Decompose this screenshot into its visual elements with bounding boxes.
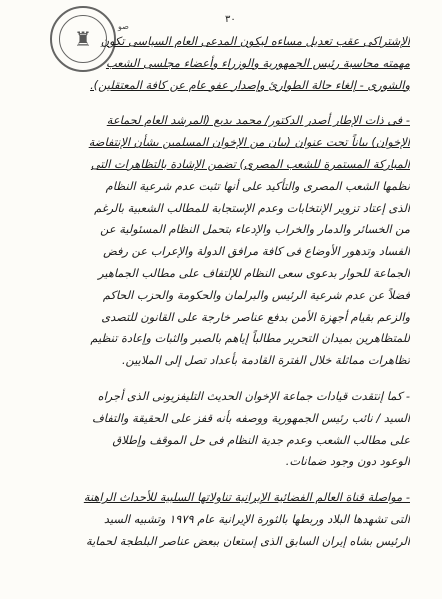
text-line: - كما إنتقدت قيادات جماعة الإخوان الحديث التليفزيونى الذى أجراه	[97, 388, 410, 403]
text-line: السيد / نائب رئيس الجمهورية ووصفه بأنه قفز على الحقيقة والتفاف	[91, 410, 410, 425]
text-line: الوعود دون وجود ضمانات.	[285, 454, 410, 469]
text-line: للمتظاهرين بميدان التحرير مطالباً إياهم بالصبر والثبات وإعادة تنظيم	[90, 331, 410, 346]
text-line: والشورى - إلغاء حالة الطوارئ وإصدار عفو عام عن كافة المعتقلين).	[90, 77, 410, 92]
text-line: فضلاً عن عدم شرعية الرئيس والبرلمان والحكومة والحزب الحاكم	[102, 287, 410, 302]
stamp-mark: صو	[118, 22, 129, 31]
text-line: - مواصلة قناة العالم الفضائية الإيرانية تناولاتها السلبية للأحداث الراهنة	[83, 490, 410, 505]
document-body	[20, 31, 410, 553]
text-line: مهمته محاسبة رئيس الجمهورية والوزراء وأعضاء مجلسى الشعب	[105, 55, 410, 70]
text-line: تظاهرات مماثلة خلال الفترة القادمة بأعداد تصل إلى الملايين.	[121, 353, 410, 368]
text-line: والزعم بقيام أجهزة الأمن بدفع عناصر خارجة على القانون للتصدى	[101, 309, 410, 324]
text-line: الفساد وتدهور الأوضاع فى كافة مرافق الدولة والإعراب عن رفض	[103, 244, 410, 259]
text-line: التى تشهدها البلاد وربطها بالثورة الإيرانية عام ١٩٧٩ وتشبيه السيد	[103, 511, 410, 526]
text-line: الرئيس بشاه إيران السابق الذى إستعان ببعض عناصر البلطجة لحماية	[85, 533, 410, 548]
text-line: نظمها الشعب المصرى والتأكيد على أنها تثبت عدم شرعية النظام	[105, 178, 410, 193]
text-line: الجماعة للحوار بدعوى سعى النظام للإلتفاف على مطالب الجماهير	[98, 265, 410, 280]
text-line: الذى إعتاد تزوير الإنتخابات وعدم الإستجابة للمطالب الشعبية بالرغم	[94, 200, 410, 215]
text-line: من الخسائر والدمار والخراب والإدعاء بتحمل النظام المسئولية عن	[100, 222, 410, 237]
eagle-emblem-icon: ♜	[74, 27, 92, 51]
text-line: الإخوان) بياناً تحت عنوان (بيان من الإخوان المسلمين بشأن الإنتفاضة	[88, 135, 410, 150]
text-line: على مطالب الشعب وعدم جدية النظام فى حل الموقف وإطلاق	[112, 432, 410, 447]
text-line: المباركة المستمرة للشعب المصرى) تضمن الإشادة بالتظاهرات التى	[90, 156, 410, 171]
text-line: - فى ذات الإطار أصدر الدكتور/ محمد بديع (المرشد العام لجماعة	[106, 113, 410, 128]
text-line: الإشتراكى عقب تعديل مساءه ليكون المدعى العام السياسى تكون	[100, 34, 410, 48]
page-number: ٣٠	[225, 14, 236, 25]
